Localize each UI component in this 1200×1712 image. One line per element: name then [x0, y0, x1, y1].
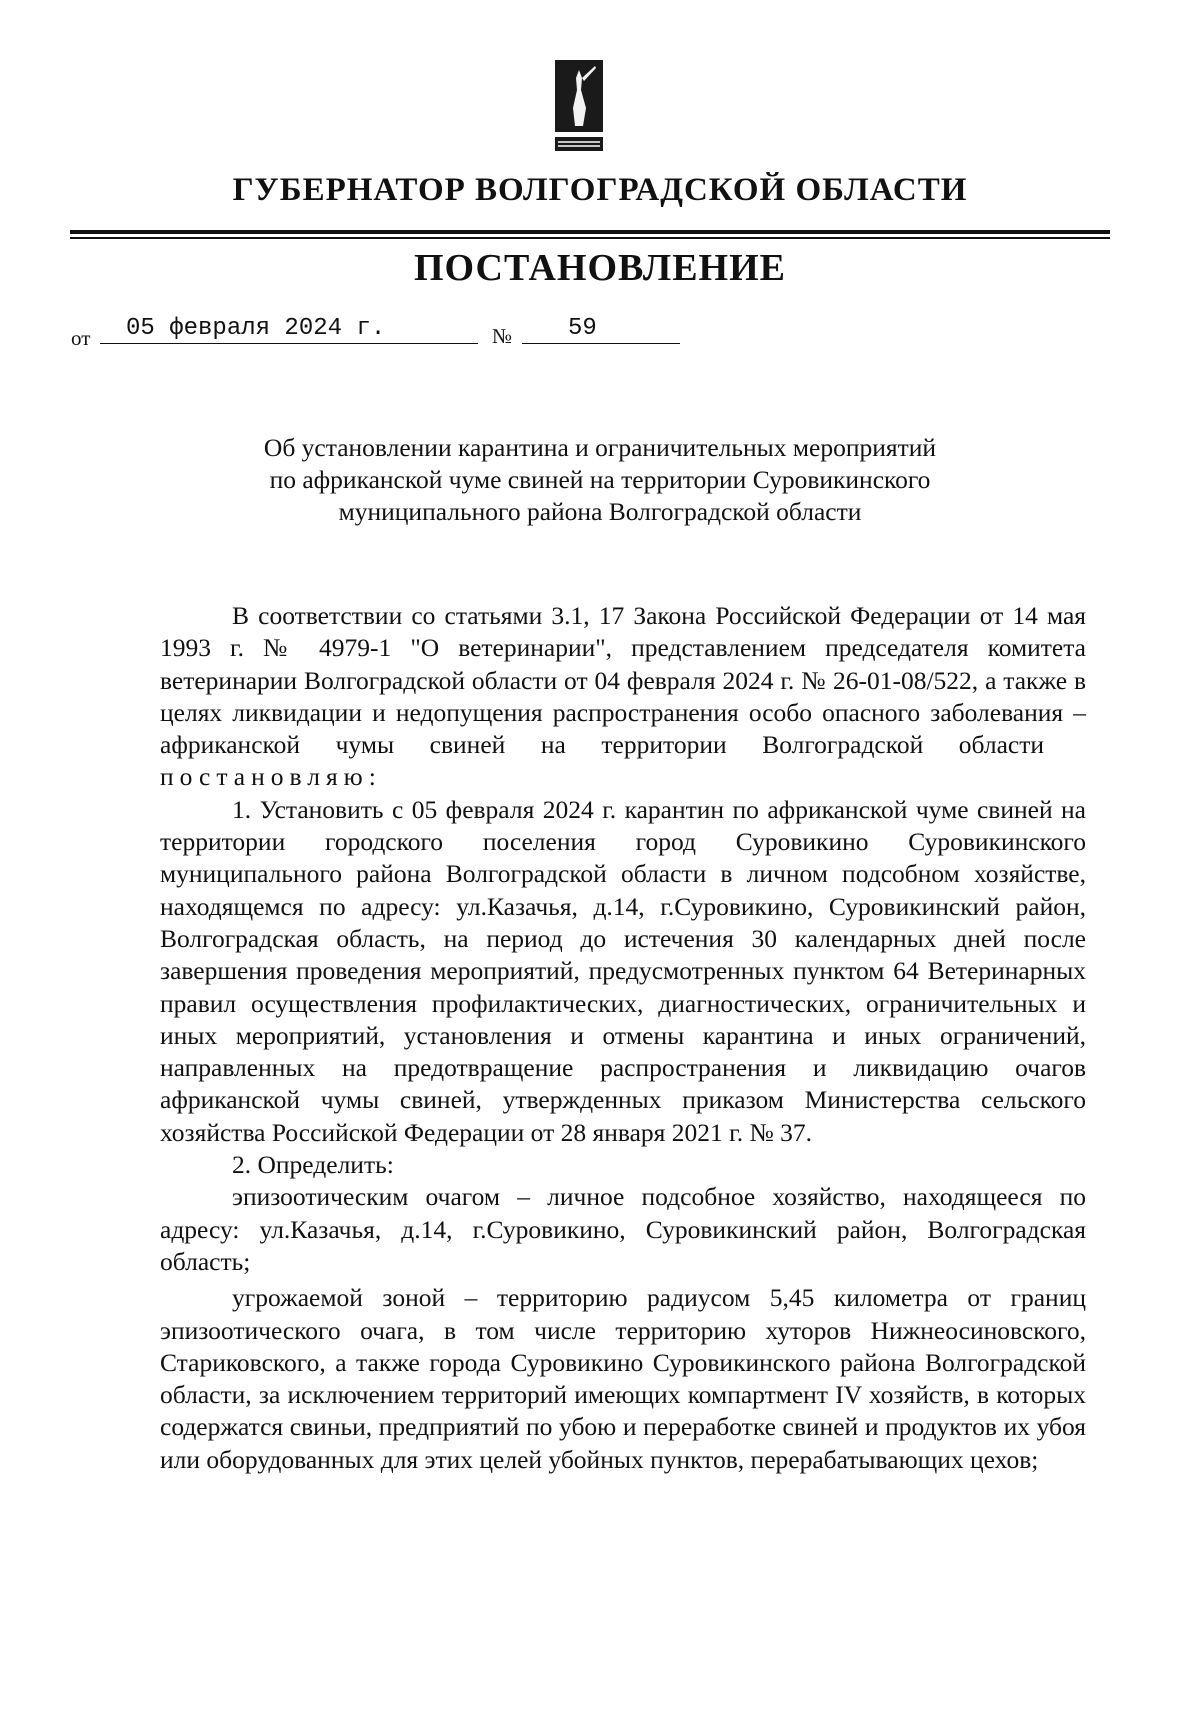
- subject-line-1: Об установлении карантина и ограничительных мероприятий: [263, 433, 937, 462]
- item-2-focus-paragraph: эпизоотическим очагом – личное подсобное хозяйство, находящееся по адресу: ул.Казачья, д.14, г.Суровикино, Суровикинский район, Волгоградская область;: [160, 1182, 1086, 1276]
- document-subject: [160, 432, 1040, 528]
- document-number: 59: [522, 314, 680, 344]
- date-number-line: [0, 316, 1200, 350]
- item-2-threat-zone-paragraph: угрожаемой зоной – территорию радиусом 5,45 километра от границ эпизоотического очага, в том числе территорию хуторов Нижнеосиновского, Стариковского, а также города Суровикино Суровикинского района Волгоградской области, за исключением территорий имеющих компартмент IV хозяйств, в которых содержатся свиньи, предприятий по убою и переработке свиней и продуктов их убоя или оборудованных для этих целей убойных пунктов, перерабатывающих цехов;: [160, 1283, 1086, 1474]
- document-type-title: ПОСТАНОВЛЕНИЕ: [413, 247, 787, 289]
- preamble-text: В соответствии со статьями 3.1, 17 Закона Российской Федерации от 14 мая 1993 г. № 4979-1 "О ветеринарии", представлением председателя комитета ветеринарии Волгоградской области от 04 февраля 2024 г. № 26-01-08/522, а также в целях ликвидации и недопущения распространения особо опасного заболевания – африканской чумы свиней на территории Волгоградской области: [160, 601, 1086, 760]
- document-date: 05 февраля 2024 г.: [100, 314, 478, 344]
- item-2-title: 2. Определить:: [232, 1150, 394, 1180]
- preamble-paragraph: [160, 600, 1086, 794]
- date-prefix-label: от: [71, 326, 91, 350]
- issuing-authority: ГУБЕРНАТОР ВОЛГОГРАДСКОЙ ОБЛАСТИ: [232, 172, 968, 208]
- subject-line-3: муниципального района Волгоградской области: [338, 497, 862, 526]
- header-divider-thick: [70, 230, 1110, 234]
- subject-line-2: по африканской чуме свиней на территории Суровикинского: [269, 465, 931, 494]
- header-divider-thin: [70, 237, 1110, 239]
- document-body: [160, 600, 1086, 1476]
- number-sign-label: №: [492, 324, 513, 348]
- item-1-paragraph: 1. Установить с 05 февраля 2024 г. карантин по африканской чуме свиней на территории городского поселения город Суровикино Суровикинского муниципального района Волгоградской области в личном подсобном хозяйстве, находящемся по адресу: ул.Казачья, д.14, г.Суровикино, Суровикинский район, Волгоградская область, на период до истечения 30 календарных дней после завершения проведения мероприятий, предусмотренных пунктом 64 Ветеринарных правил осуществления профилактических, диагностических, ограничительных и иных мероприятий, установления и отмены карантина и иных ограничений, направленных на предотвращение распространения и ликвидацию очагов африканской чумы свиней, утвержденных приказом Министерства сельского хозяйства Российской Федерации от 28 января 2021 г. № 37.: [160, 794, 1086, 1147]
- decree-word: постановляю:: [160, 762, 382, 792]
- volgograd-emblem-icon: [555, 60, 603, 156]
